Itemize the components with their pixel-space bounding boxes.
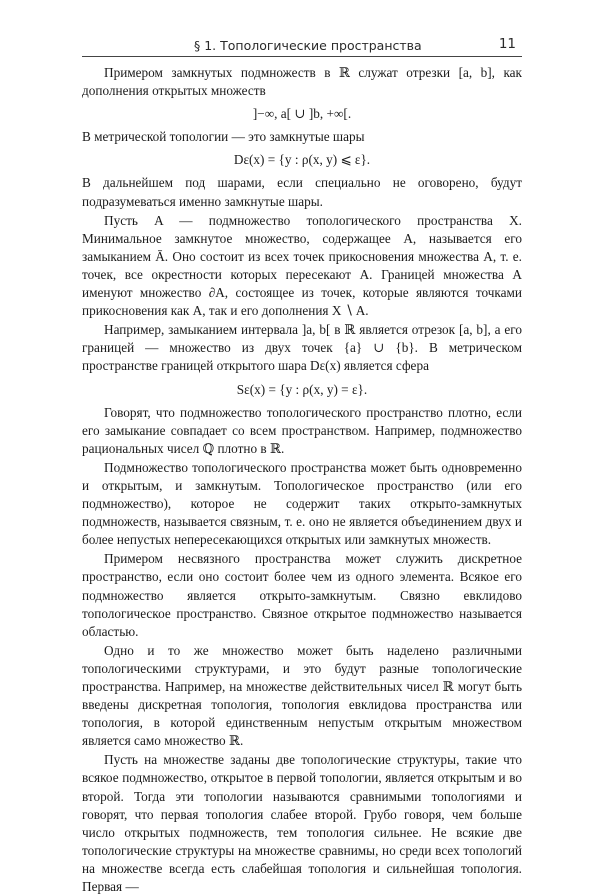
- paragraph: Подмножество топологического пространства может быть одновременно и открытым, и замкнутым. Топологическое пространство (или его подмножество), которое не содержит таких открыто-замкнутых подмножеств, называется связным, т. е. оно не является объединением двух и более непустых непересекающихся открытых или замкнутых множеств.: [82, 459, 522, 548]
- paragraph: В метрической топологии — это замкнутые шары: [82, 129, 365, 145]
- paragraph: Примером несвязного пространства может служить дискретное пространство, если оно состоит более чем из одного элемента. Всякое его подмножество является открыто-замкнутым. Связно евклидово топологическое пространство. Связное открытое подмножество называется областью.: [82, 551, 522, 639]
- paragraph: Одно и то же множество может быть наделено различными топологическими структурами, и это будут разные топологические пространства. Например, на множестве действительных чисел ℝ могут быть введены дискретная топология, топология евклидова пространства или топология, в которой единственным непустым открытым множеством является само множество ℝ.: [82, 642, 522, 749]
- paragraph: Говорят, что подмножество топологического пространство плотно, если его замыкание совпадает со всем пространством. Например, подмножество рациональных чисел ℚ плотно в ℝ.: [82, 404, 522, 456]
- formula: Dε(x) = {y : ρ(x, y) ⩽ ε}.: [233, 152, 371, 168]
- formula: Sε(x) = {y : ρ(x, y) = ε}.: [236, 381, 368, 397]
- section-title: § 1. Топологические пространства: [194, 38, 422, 53]
- running-header: [82, 34, 522, 57]
- paragraph: В дальнейшем под шарами, если специально не оговорено, будут подразумеваться именно замкнутые шары.: [82, 175, 522, 209]
- paragraph: Пусть на множестве заданы две топологические структуры, такие что всякое подмножество, открытое в первой топологии, является открытым и во второй. Тогда эти топологии называются сравнимыми топологиями и говорят, что первая топология слабее второй. Грубо говоря, чем больше число открытых подмножеств, тем топология сильнее. Не всякие две топологические структуры на множестве сравнимы, но среди всех топологий на множестве всегда есть слабейшая топология и сильнейшая топология. Первая —: [82, 752, 522, 895]
- paragraph: Примером замкнутых подмножеств в ℝ служат отрезки [a, b], как дополнения открытых множеств: [82, 65, 522, 99]
- paragraph: Например, замыканием интервала ]a, b[ в ℝ является отрезок [a, b], а его границей — множество из двух точек {a} ∪ {b}. В метрическом пространстве границей открытого шара Dε(x) является сфера: [82, 322, 522, 374]
- formula: ]−∞, a[ ∪ ]b, +∞[.: [252, 106, 352, 122]
- page-body: [82, 64, 522, 896]
- page-number: 11: [498, 36, 516, 52]
- paragraph: Пусть A — подмножество топологического пространства X. Минимальное замкнутое множество, содержащее A, называется его замыканием Ā. Оно состоит из всех точек прикосновения множества A, т. е. точек, все окрестности которых пересекают A. Границей множества A именуют множество ∂A, состоящее из точек, которые являются точками прикосновения как A, так и его дополнения X ∖ A.: [82, 212, 522, 319]
